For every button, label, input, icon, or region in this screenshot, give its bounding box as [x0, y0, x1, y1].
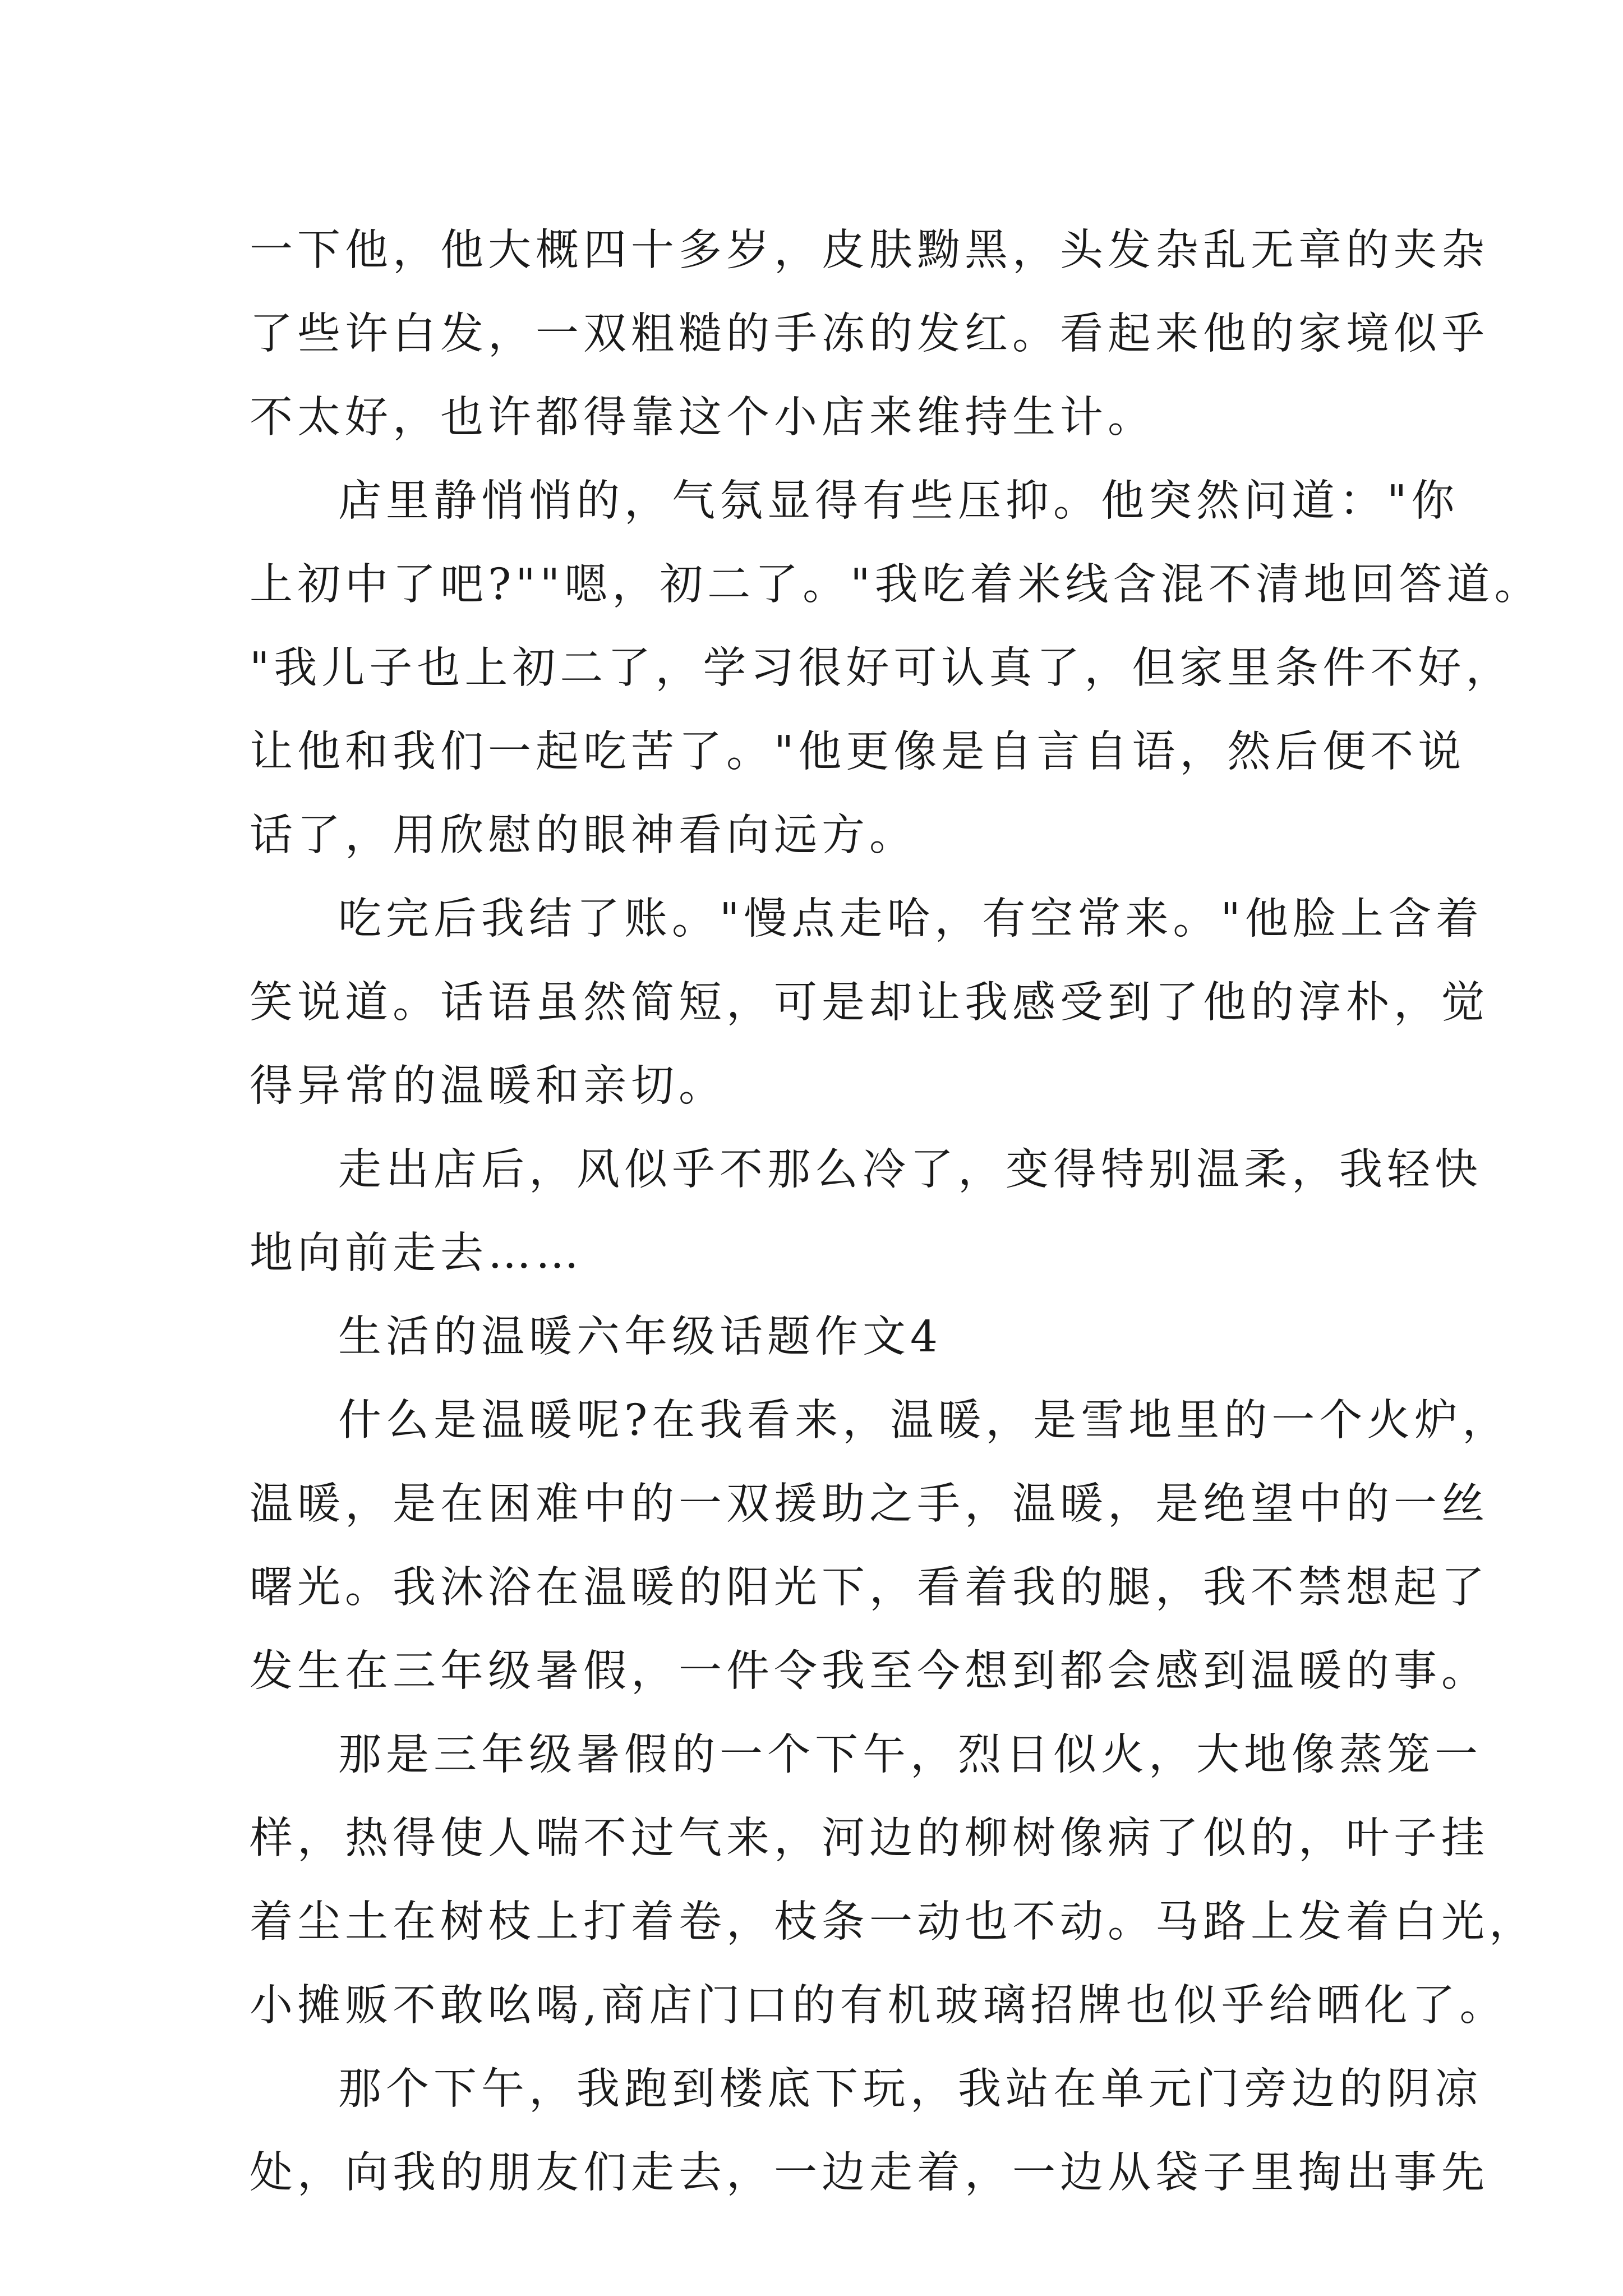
- text-line: 不太好，也许都得靠这个小店来维持生计。: [250, 393, 1155, 443]
- text-line: 让他和我们一起吃苦了。"他更像是自言自语，然后便不说: [250, 727, 1466, 777]
- text-line: "我儿子也上初二了，学习很好可认真了，但家里条件不好，: [250, 643, 1514, 693]
- text-line: 曙光。我沐浴在温暖的阳光下，看着我的腿，我不禁想起了: [250, 1563, 1489, 1613]
- text-line: 着尘土在树枝上打着卷，枝条一动也不动。马路上发着白光，: [250, 1897, 1537, 1947]
- text-line: 了些许白发，一双粗糙的手冻的发红。看起来他的家境似乎: [250, 309, 1489, 359]
- text-line: 小摊贩不敢吆喝,商店门口的有机玻璃招牌也似乎给晒化了。: [250, 1981, 1507, 2031]
- text-line: 吃完后我结了账。"慢点走哈，有空常来。"他脸上含着: [338, 894, 1483, 944]
- text-line: 温暖，是在困难中的一双援助之手，温暖，是绝望中的一丝: [250, 1479, 1489, 1529]
- text-line: 一下他，他大概四十多岁，皮肤黝黑，头发杂乱无章的夹杂: [250, 226, 1489, 275]
- text-line: 得异常的温暖和亲切。: [250, 1061, 726, 1111]
- text-line: 发生在三年级暑假，一件令我至今想到都会感到温暖的事。: [250, 1646, 1489, 1696]
- text-line: 什么是温暖呢?在我看来，温暖，是雪地里的一个火炉，: [338, 1396, 1510, 1446]
- text-line: 那个下午，我跑到楼底下玩，我站在单元门旁边的阴凉: [338, 2064, 1482, 2114]
- text-line: 走出店后，风似乎不那么冷了，变得特别温柔，我轻快: [338, 1145, 1482, 1195]
- text-line: 笑说道。话语虽然简短，可是却让我感受到了他的淳朴，觉: [250, 978, 1489, 1028]
- essay-body: [250, 209, 1542, 2215]
- text-line: 店里静悄悄的，气氛显得有些压抑。他突然问道："你: [338, 476, 1459, 526]
- text-line: 那是三年级暑假的一个下午，烈日似火，大地像蒸笼一: [338, 1730, 1482, 1780]
- text-line: 上初中了吧?""嗯，初二了。"我吃着米线含混不清地回答道。: [250, 560, 1542, 610]
- text-line: 处，向我的朋友们走去，一边走着，一边从袋子里掏出事先: [250, 2148, 1489, 2198]
- text-line: 话了，用欣慰的眼神看向远方。: [250, 811, 917, 861]
- section-heading: 生活的温暖六年级话题作文4: [338, 1312, 942, 1362]
- text-line: 地向前走去……: [250, 1228, 583, 1278]
- text-line: 样，热得使人喘不过气来，河边的柳树像病了似的，叶子挂: [250, 1814, 1489, 1864]
